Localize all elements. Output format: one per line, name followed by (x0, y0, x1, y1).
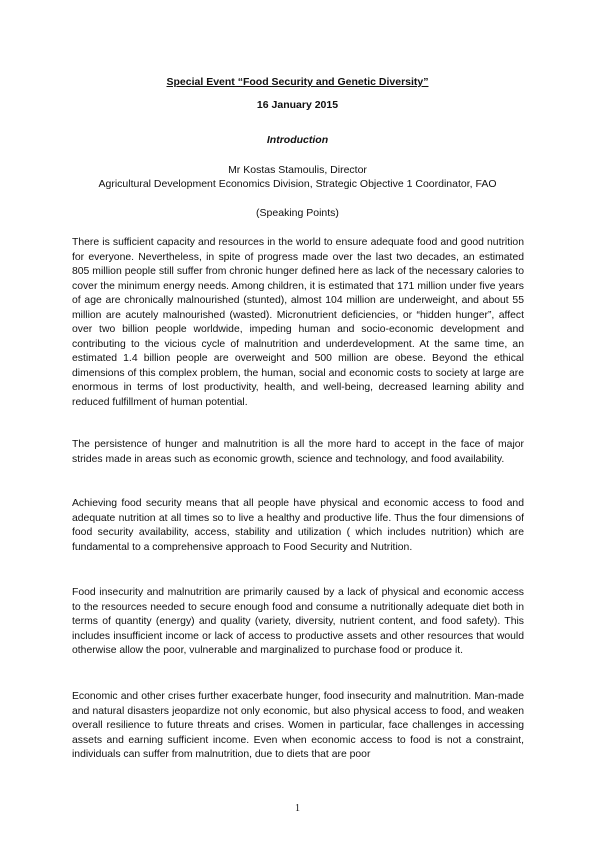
speaking-points-label: (Speaking Points) (256, 207, 339, 219)
paragraph: The persistence of hunger and malnutrition is all the more hard to accept in the face of major strides made in areas such as economic growth, science and technology, and food availability. (72, 439, 524, 465)
paragraph: Economic and other crises further exacerbate hunger, food insecurity and malnutrition. Man-made and natural disasters jeopardize not only economic, but also physical access to food, and weaken overall resilience to future threats and crises. Women in particular, face challenges in accessing assets and earning sufficient income. Even when economic access to food is not a constraint, individuals can suffer from malnutrition, due to diets that are poor (72, 691, 524, 760)
event-date: 16 January 2015 (256, 99, 339, 111)
page-number: 1 (295, 803, 300, 814)
paragraph: Achieving food security means that all people have physical and economic access to food and adequate nutrition at all times so to live a healthy and productive life. Thus the four dimensions of food security availability, access, stability and utilization ( which includes nutrition) which are fundamental to a comprehensive approach to Food Security and Nutrition. (72, 498, 524, 553)
speaker-role: Agricultural Development Economics Division, Strategic Objective 1 Coordinator, FAO (98, 178, 497, 190)
paragraph: There is sufficient capacity and resources in the world to ensure adequate food and good nutrition for everyone. Nevertheless, in spite of progress made over the last two decades, an estimated 805 million people still suffer from chronic hunger defined here as lack of the necessary calories to cover the minimum energy needs. Among children, it is estimated that 171 million under five years of age are chronically malnourished (stunted), almost 104 million are underweight, and about 55 million are acutely malnourished (wasted). Micronutrient deficiencies, or “hidden hunger”, affect over two billion people worldwide, impeding human and socio-economic development and contributing to the vicious cycle of malnutrition and underdevelopment. At the same time, an estimated 1.4 billion people are overweight and 500 million are obese. Beyond the ethical dimensions of this complex problem, the human, social and economic costs to society at large are enormous in terms of lost productivity, health, and well-being, decreased learning ability and reduced fulfillment of human potential. (72, 237, 524, 408)
paragraph: Food insecurity and malnutrition are primarily caused by a lack of physical and economic access to the resources needed to secure enough food and consume a nutritionally adequate diet both in terms of quantity (energy) and quality (variety, diversity, nutrient content, and food safety). This includes insufficient income or lack of access to productive assets and other resources that would otherwise allow the poor, vulnerable and marginalized to purchase food or produce it. (72, 587, 524, 656)
event-title: Special Event “Food Security and Genetic Diversity” (166, 76, 429, 88)
speaker-name: Mr Kostas Stamoulis, Director (228, 164, 367, 176)
section-heading: Introduction (266, 134, 329, 146)
